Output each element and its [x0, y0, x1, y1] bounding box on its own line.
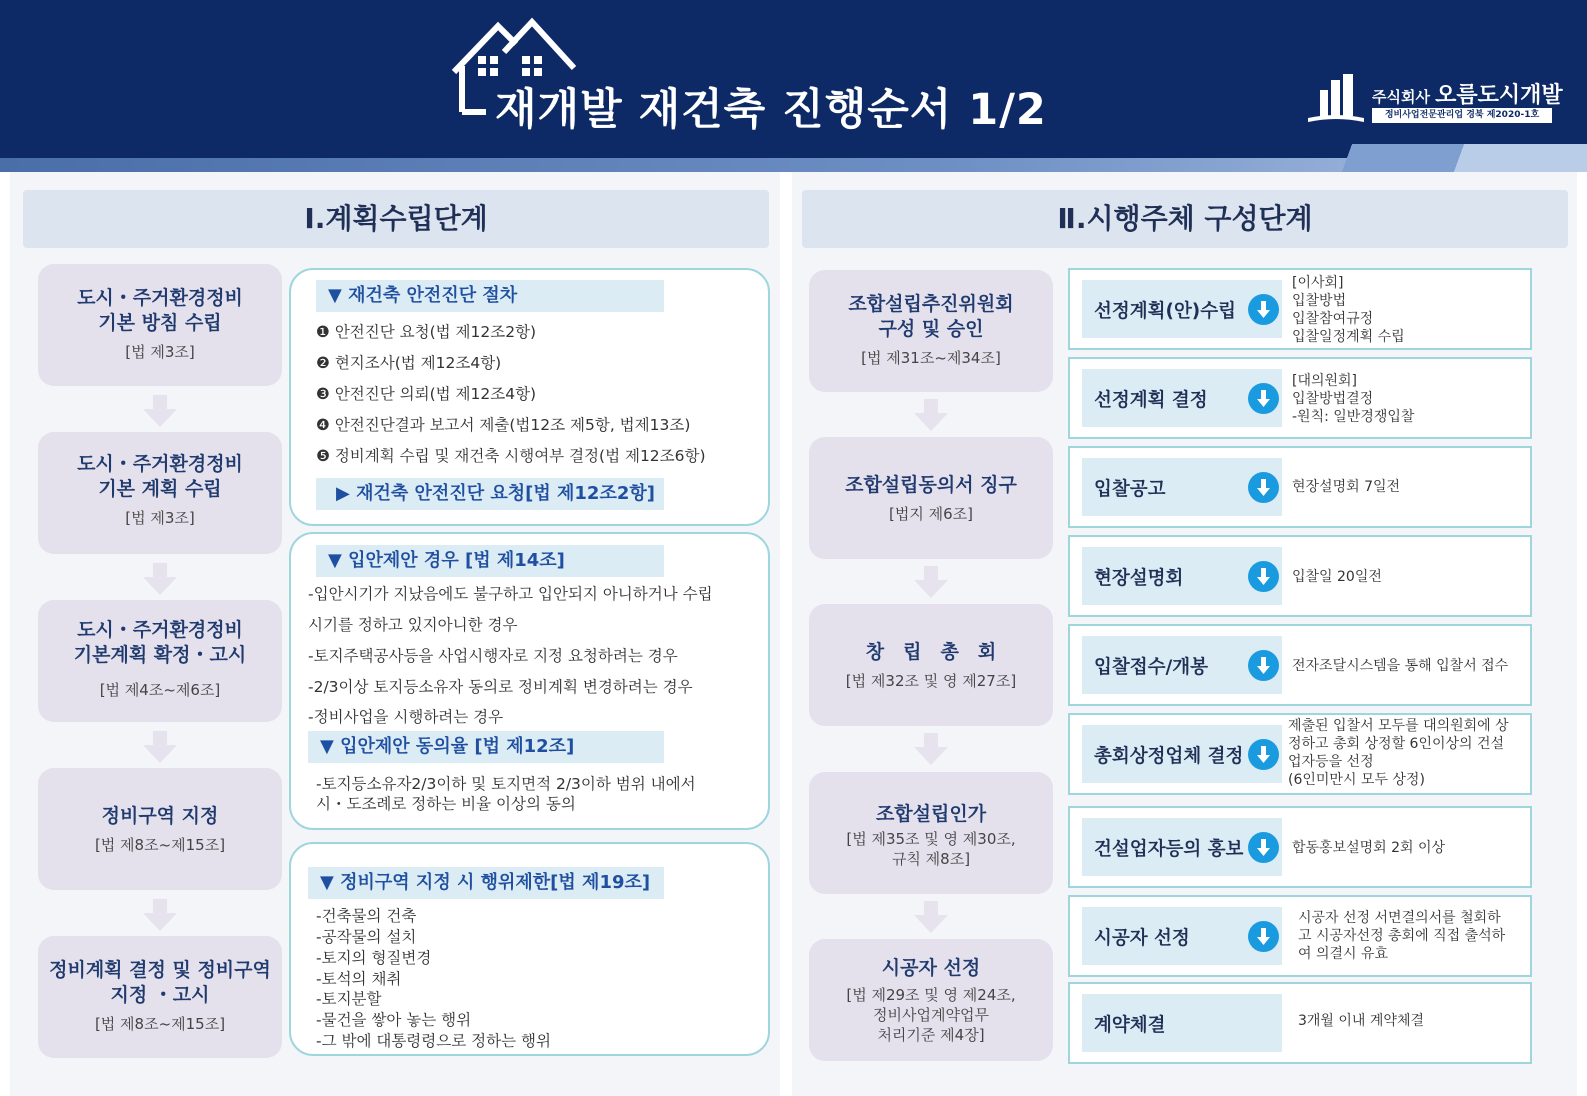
company-name: 주식회사 오름도시개발 — [1372, 83, 1563, 108]
list-item: -토지분할 — [316, 990, 382, 1008]
info-subtitle-safety-request: ▶ 재건축 안전진단 요청[법 제12조2항] — [316, 478, 664, 510]
info-title-proposal: ▼ 입안제안 경우 [법 제14조] — [316, 545, 664, 577]
down-arrow-icon — [914, 901, 948, 933]
list-item: -토석의 채취 — [316, 970, 402, 988]
down-circle-icon — [1248, 921, 1279, 952]
list-item: ❶ 안전진단 요청(법 제12조2항) — [316, 323, 537, 341]
selection-row-contract: 계약체결 3개월 이내 계약체결 — [1068, 982, 1532, 1064]
down-circle-icon — [1248, 832, 1279, 863]
step-zone-designation: 정비구역 지정 [법 제8조~제15조] — [38, 768, 282, 890]
selection-row-plan-draft: 선정계획(안)수립 [이사회] 입찰방법 입찰참여규정 입찰일정계획 수립 — [1068, 268, 1532, 350]
step-contractor-selection: 시공자 선정 [법 제29조 및 영 제24조, 정비사업계약업무 처리기준 제4장] — [809, 939, 1053, 1061]
down-circle-icon — [1248, 294, 1279, 325]
list-item: -물건을 쌓아 놓는 행위 — [316, 1011, 472, 1029]
down-arrow-icon — [914, 733, 948, 765]
selection-row-contractor-selection: 시공자 선정 시공자 선정 서면결의서를 철회하 고 시공자선정 총회에 직접 출석하 여 의결시 유효 — [1068, 895, 1532, 977]
list-item: 시・도조례로 정하는 비율 이상의 동의 — [316, 795, 576, 813]
step-basic-policy: 도시・주거환경정비 기본 방침 수립 [법 제3조] — [38, 264, 282, 386]
list-item: -공작물의 설치 — [316, 928, 417, 946]
step-basic-plan: 도시・주거환경정비 기본 계획 수립 [법 제3조] — [38, 432, 282, 554]
selection-row-promotion: 건설업자등의 홍보 합동홍보설명회 2회 이상 — [1068, 806, 1532, 888]
list-item: ❷ 현지조사(법 제12조4항) — [316, 354, 502, 372]
list-item: -정비사업을 시행하려는 경우 — [308, 708, 504, 726]
list-item: 시기를 정하고 있지아니한 경우 — [308, 616, 518, 634]
down-arrow-icon — [143, 899, 177, 931]
selection-row-candidate-decision: 총회상정업체 결정 제출된 입찰서 모두를 대의원회에 상 정하고 총회 상정할 6인이상의 건설 업자등을 선정 (6인미만시 모두 상정) — [1068, 713, 1532, 795]
selection-row-site-briefing: 현장설명회 입찰일 20일전 — [1068, 535, 1532, 617]
down-circle-icon — [1248, 739, 1279, 770]
step-promotion-committee: 조합설립추진위원회 구성 및 승인 [법 제31조~제34조] — [809, 270, 1053, 392]
page-title: 재개발 재건축 진행순서 1/2 — [495, 85, 1047, 135]
down-circle-icon — [1248, 650, 1279, 681]
step-basic-plan-confirm: 도시・주거환경정비 기본계획 확정・고시 [법 제4조~제6조] — [38, 600, 282, 722]
section-header-planning: Ⅰ.계획수립단계 — [23, 190, 769, 248]
selection-row-plan-decision: 선정계획 결정 [대의원회] 입찰방법결정 -원칙: 일반경쟁입찰 — [1068, 357, 1532, 439]
section-header-implementation: Ⅱ.시행주체 구성단계 — [802, 190, 1568, 248]
list-item: -토지의 형질변경 — [316, 949, 432, 967]
down-arrow-icon — [914, 399, 948, 431]
list-item: -건축물의 건축 — [316, 907, 417, 925]
list-item: ❸ 안전진단 의뢰(법 제12조4항) — [316, 385, 537, 403]
down-circle-icon — [1248, 561, 1279, 592]
list-item: ❺ 정비계획 수립 및 재건축 시행여부 결정(법 제12조6항) — [316, 447, 706, 465]
page-header — [0, 0, 1587, 158]
down-arrow-icon — [143, 731, 177, 763]
list-item: -2/3이상 토지등소유자 동의로 정비계획 변경하려는 경우 — [308, 678, 693, 696]
info-subtitle-consent-rate: ▼ 입안제안 동의율 [법 제12조] — [308, 731, 664, 763]
info-title-restrictions: ▼ 정비구역 지정 시 행위제한[법 제19조] — [308, 867, 664, 899]
list-item: -입안시기가 지났음에도 불구하고 입안되지 아니하거나 수립 — [308, 585, 713, 603]
selection-row-bid-notice: 입찰공고 현장설명회 7일전 — [1068, 446, 1532, 528]
down-circle-icon — [1248, 383, 1279, 414]
info-title-safety-diagnosis: ▼ 재건축 안전진단 절차 — [316, 280, 664, 312]
company-license: 정비사업전문관리업 경북 제2020-1호 — [1372, 108, 1552, 123]
list-item: -그 밖에 대통령령으로 정하는 행위 — [316, 1032, 551, 1050]
list-item: -토지등소유자2/3이하 및 토지면적 2/3이하 범위 내에서 — [316, 775, 696, 793]
header-stripe — [0, 158, 1587, 172]
building-logo-icon — [1306, 72, 1366, 124]
down-arrow-icon — [914, 566, 948, 598]
down-arrow-icon — [143, 395, 177, 427]
list-item: -토지주택공사등을 사업시행자로 지정 요청하려는 경우 — [308, 647, 678, 665]
list-item: ❹ 안전진단결과 보고서 제출(법12조 제5항, 법제13조) — [316, 416, 691, 434]
step-consent-collection: 조합설립동의서 징구 [법지 제6조] — [809, 437, 1053, 559]
selection-row-bid-receipt: 입찰접수/개봉 전자조달시스템을 통해 입찰서 접수 — [1068, 624, 1532, 706]
step-plan-decision: 정비계획 결정 및 정비구역 지정 ・고시 [법 제8조~제15조] — [38, 936, 282, 1058]
down-arrow-icon — [143, 563, 177, 595]
down-circle-icon — [1248, 472, 1279, 503]
step-founding-assembly: 창 립 총 회 [법 제32조 및 영 제27조] — [809, 604, 1053, 726]
step-association-approval: 조합설립인가 [법 제35조 및 영 제30조, 규칙 제8조] — [809, 772, 1053, 894]
